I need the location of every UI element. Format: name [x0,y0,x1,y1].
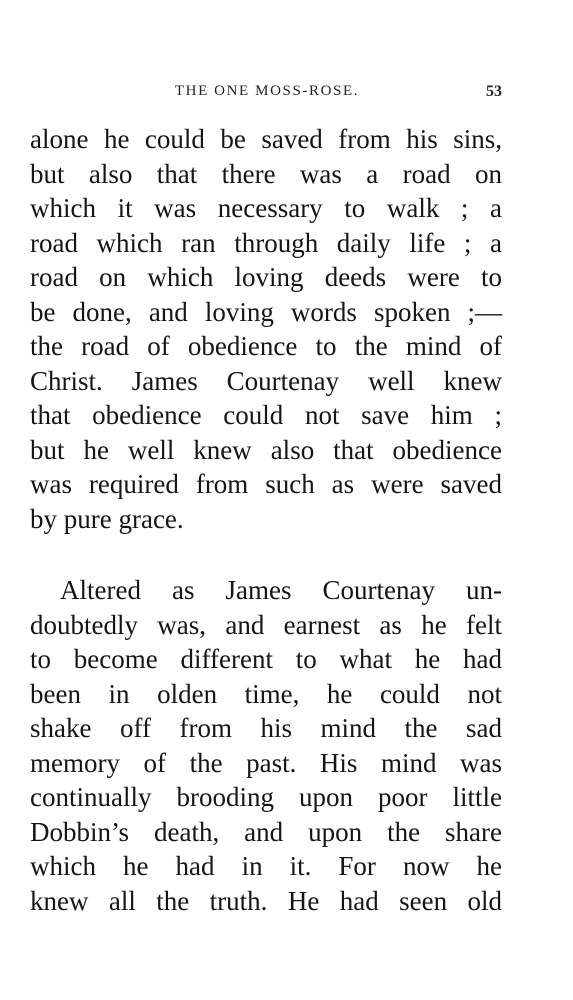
text-line: which he had in it. For now he [30,851,502,882]
text-line: was required from such as were saved [30,469,502,500]
text-line: be done, and loving words spoken ;— [30,296,502,327]
text-line: but also that there was a road on [30,158,502,189]
page-number: 53 [486,83,502,100]
text-line: alone he could be saved from his sins, [30,124,502,154]
text-line: memory of the past. His mind was [30,747,502,778]
text-line: Christ. James Courtenay well knew [30,365,502,396]
running-head [32,83,502,105]
text-line: shake off from his mind the sad [30,713,502,744]
text-line: been in olden time, he could not [30,678,502,709]
text-line: by pure grace. [30,504,184,535]
running-title: THE ONE MOSS-ROSE. [174,83,360,99]
text-line: the road of obedience to the mind of [30,331,502,362]
paragraph-1 [30,122,502,537]
text-line: Dobbin’s death, and upon the share [30,816,502,847]
text-line: but he well knew also that obedience [30,434,502,465]
text-line: which it was necessary to walk ; a [30,193,502,224]
paragraph-2 [30,573,502,918]
text-line: road on which loving deeds were to [30,262,502,293]
text-line: continually brooding upon poor little [30,782,502,813]
text-line: road which ran through daily life ; a [30,227,502,258]
text-line: Altered as James Courtenay un- [60,575,502,605]
text-line: that obedience could not save him ; [30,400,502,431]
text-line: knew all the truth. He had seen old [30,885,502,916]
text-line: doubtedly was, and earnest as he felt [30,609,502,640]
text-line: to become different to what he had [30,644,502,675]
